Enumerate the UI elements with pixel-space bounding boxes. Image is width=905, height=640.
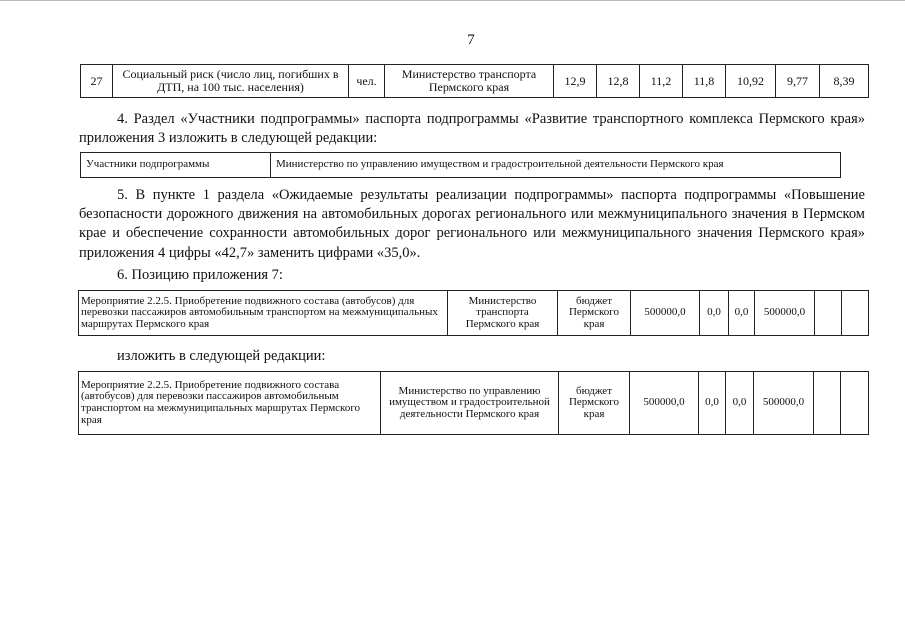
amount-cell: 0,0 xyxy=(729,291,755,336)
paragraph-4: 4. Раздел «Участники подпрограммы» паспорта подпрограммы «Развитие транспортного комплекса Пермского края» приложения 3 изложить в следующей редакции: xyxy=(79,111,865,147)
source-cell: бюджет Пермского края xyxy=(559,372,630,435)
participants-label: Участники подпрограммы xyxy=(81,153,271,178)
table-row xyxy=(81,65,869,98)
old-event-table xyxy=(78,290,869,336)
amount-cell: 500000,0 xyxy=(631,291,700,336)
value-cell: 9,77 xyxy=(776,65,820,98)
amount-cell: 500000,0 xyxy=(755,291,815,336)
amount-cell: 500000,0 xyxy=(754,372,814,435)
unit-cell: чел. xyxy=(349,65,385,98)
indicator-table xyxy=(80,64,869,98)
participants-table xyxy=(80,152,841,178)
amount-cell xyxy=(814,372,841,435)
page-number: 7 xyxy=(467,32,475,48)
amount-cell: 0,0 xyxy=(726,372,754,435)
paragraph-7: изложить в следующей редакции: xyxy=(117,348,326,364)
value-cell: 8,39 xyxy=(820,65,869,98)
value-cell: 11,2 xyxy=(640,65,683,98)
event-name: Мероприятие 2.2.5. Приобретение подвижного состава (автобусов) для перевозки пассажиров автомобильным транспортом на межмуниципальных маршрутах Пермского края xyxy=(79,291,448,336)
table-row xyxy=(79,372,869,435)
executor-cell: Министерство транспорта Пермского края xyxy=(385,65,554,98)
value-cell: 11,8 xyxy=(683,65,726,98)
event-name: Мероприятие 2.2.5. Приобретение подвижного состава (автобусов) для перевозки пассажиров автомобильным транспортом на межмуниципальных маршрутах Пермского края xyxy=(79,372,381,435)
participants-value: Министерство по управлению имуществом и градостроительной деятельности Пермского края xyxy=(271,153,841,178)
page-top-edge xyxy=(0,0,905,1)
amount-cell xyxy=(841,372,869,435)
paragraph-5: 5. В пункте 1 раздела «Ожидаемые результаты реализации подпрограммы» паспорта подпрограммы «Повышение безопасности дорожного движения на автомобильных дорогах регионального или межмуниципального значения в Пермском крае и обеспечение сохранности автомобильных дорог регионального или межмуниципального значения Пермского края» приложения 4 цифры «42,7» заменить цифрами «35,0». xyxy=(79,187,865,261)
indicator-name: Социальный риск (число лиц, погибших в ДТП, на 100 тыс. населения) xyxy=(113,65,349,98)
row-number: 27 xyxy=(81,65,113,98)
source-cell: бюджет Пермского края xyxy=(558,291,631,336)
table-row xyxy=(81,153,841,178)
table-row xyxy=(79,291,869,336)
value-cell: 12,9 xyxy=(554,65,597,98)
amount-cell xyxy=(815,291,842,336)
value-cell: 10,92 xyxy=(726,65,776,98)
executor-cell: Министерство транспорта Пермского края xyxy=(448,291,558,336)
executor-cell: Министерство по управлению имуществом и градостроительной деятельности Пермского края xyxy=(381,372,559,435)
amount-cell xyxy=(842,291,869,336)
new-event-table xyxy=(78,371,869,435)
amount-cell: 0,0 xyxy=(699,372,726,435)
paragraph-6: 6. Позицию приложения 7: xyxy=(117,267,283,283)
value-cell: 12,8 xyxy=(597,65,640,98)
amount-cell: 500000,0 xyxy=(630,372,699,435)
amount-cell: 0,0 xyxy=(700,291,729,336)
